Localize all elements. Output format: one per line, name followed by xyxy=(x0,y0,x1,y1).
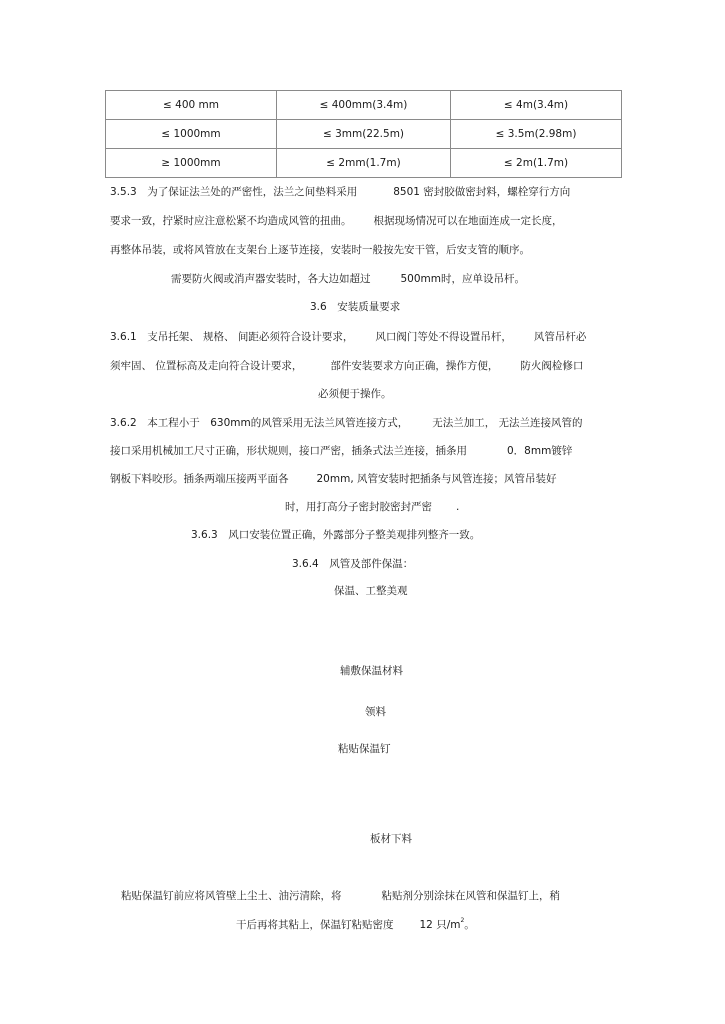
table-cell: ≤ 2m(1.7m) xyxy=(451,149,622,178)
para-final-line2: 干后再将其粘上，保温钉粘贴密度 12 只$/m^2$。 xyxy=(236,917,475,931)
para-353-line4: 需要防火阀或消声器安装时，各大边如超过 500mm时，应单设吊杆。 xyxy=(171,273,525,285)
flow-step-stick-pins: 粘贴保温钉 xyxy=(338,743,391,755)
table-cell: ≤ 1000mm xyxy=(106,120,277,149)
para-362-line3: 钢板下料咬形。插条两端压接两平面各 20mm, 风管安装时把插条与风管连接；风管吊装好 xyxy=(110,473,557,485)
para-final-line1: 粘贴保温钉前应将风管壁上尘土、油污清除，将 粘贴剂分别涂抹在风管和保温钉上，稍 xyxy=(121,890,560,902)
flow-step-lay-insulation: 辅敷保温材料 xyxy=(340,665,403,677)
para-353-line3: 再整体吊装，或将风管放在支架台上逐节连接，安装时一般按先安干管，后安支管的顺序。 xyxy=(110,244,530,256)
para-362-line2: 接口采用机械加工尺寸正确，形状规则，接口严密，插条式法兰连接，插条用 0．8mm镀锌 xyxy=(110,445,573,457)
spec-table xyxy=(105,90,622,178)
superscript-2: 2 xyxy=(460,917,465,924)
table-cell: ≤ 3mm(22.5m) xyxy=(277,120,451,149)
flow-step-collect-material: 领料 xyxy=(365,706,386,718)
table-row xyxy=(106,149,622,178)
table-cell: ≤ 3.5m(2.98m) xyxy=(451,120,622,149)
section-3-6-heading: 3.6 安装质量要求 xyxy=(310,301,401,313)
table-cell: ≤ 400mm(3.4m) xyxy=(277,91,451,120)
para-362-line1: 3.6.2 本工程小于 630mm的风管采用无法兰风管连接方式， 无法兰加工， 无法兰连接风管的 xyxy=(110,417,583,429)
table-cell: ≤ 2mm(1.7m) xyxy=(277,149,451,178)
para-353-line1: 3.5.3 为了保证法兰处的严密性，法兰之间垫料采用 8501 密封胶做密封料，螺栓穿行方向 xyxy=(110,186,571,198)
table-cell: ≤ 4m(3.4m) xyxy=(451,91,622,120)
para-361-line2: 须牢固、 位置标高及走向符合设计要求， 部件安装要求方向正确，操作方便， 防火阀检修口 xyxy=(110,360,584,372)
table-row xyxy=(106,91,622,120)
para-361-line1: 3.6.1 支吊托架、 规格、 间距必须符合设计要求， 风口阀门等处不得设置吊杆， 风管吊杆必 xyxy=(110,331,587,343)
table-cell: ≤ 400 mm xyxy=(106,91,277,120)
table-cell: ≥ 1000mm xyxy=(106,149,277,178)
para-363: 3.6.3 风口安装位置正确，外露部分子整美观排列整齐一致。 xyxy=(191,529,481,541)
para-362-line4: 时，用打高分子密封胶密封严密 . xyxy=(285,501,460,513)
para-361-line3: 必须便于操作。 xyxy=(318,388,392,400)
para-364-heading: 3.6.4 风管及部件保温： xyxy=(292,558,414,570)
flow-step-finish: 保温、工整美观 xyxy=(334,585,408,597)
para-353-line2: 要求一致，拧紧时应注意松紧不均造成风管的扭曲。 根据现场情况可以在地面连成一定长度， xyxy=(110,215,563,227)
flow-step-cut-sheet: 板材下料 xyxy=(370,833,412,845)
table-row xyxy=(106,120,622,149)
